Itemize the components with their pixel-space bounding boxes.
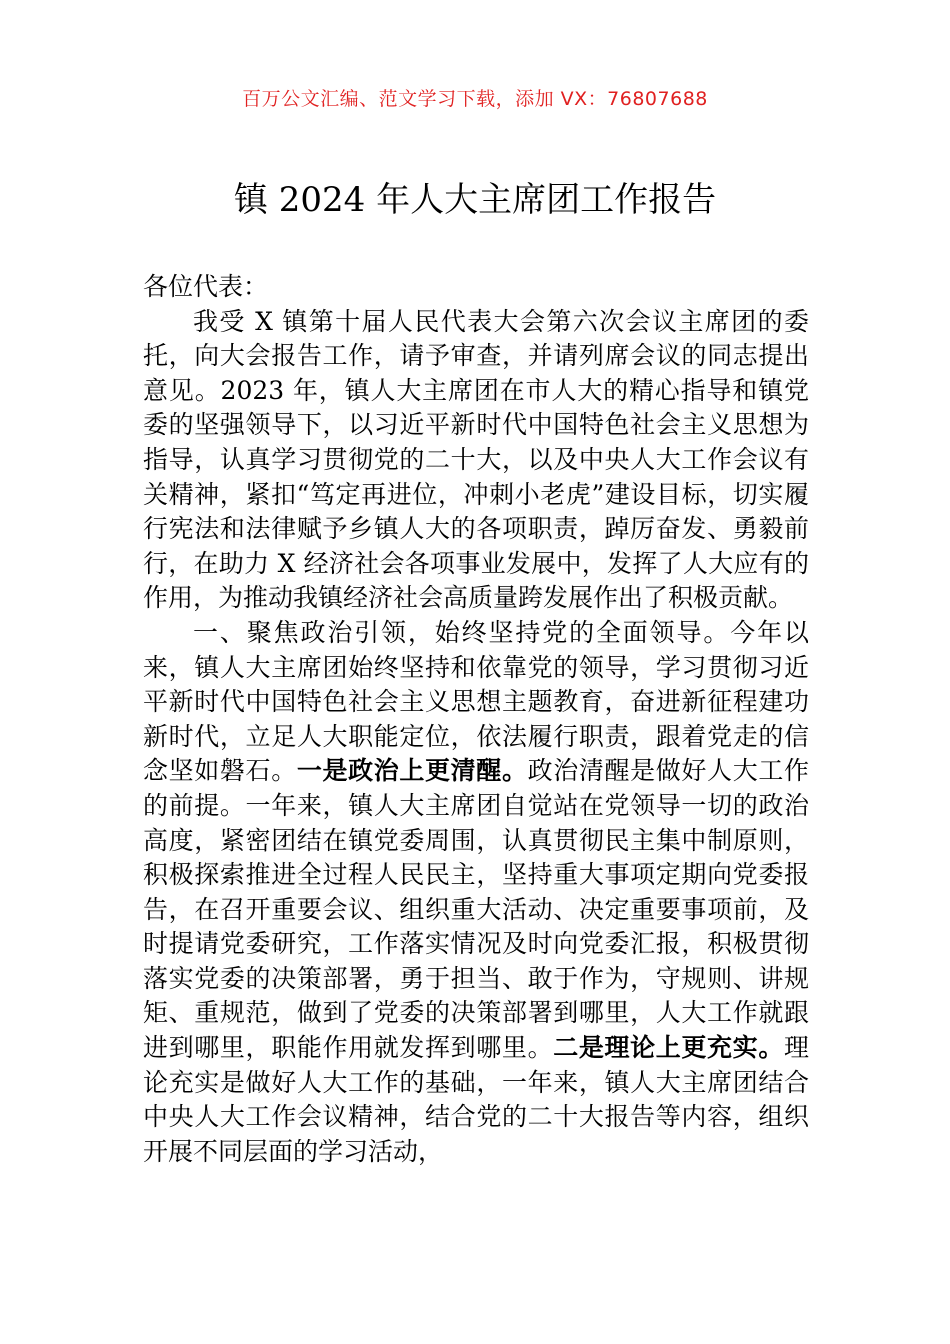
subheading-theory: 二是理论上更充实。 xyxy=(553,1033,784,1063)
document-body xyxy=(143,270,809,1169)
paragraph-section-one xyxy=(143,616,809,1170)
document-title: 镇 2024 年人大主席团工作报告 xyxy=(233,180,717,220)
paragraph-intro: 我受 X 镇第十届人民代表大会第六次会议主席团的委托，向大会报告工作，请予审查，并请列席会议的同志提出意见。2023 年，镇人大主席团在市人大的精心指导和镇党委的坚强领导下，以习近平新时代中国特色社会主义思想为指导，认真学习贯彻党的二十大，以及中央人大工作会议有关精神，紧扣“笃定再进位，冲刺小老虎”建设目标，切实履行宪法和法律赋予乡镇人大的各项职责，踔厉奋发、勇毅前行，在助力 X 经济社会各项事业发展中，发挥了人大应有的作用，为推动我镇经济社会高质量跨发展作出了积极贡献。 xyxy=(143,306,809,613)
paragraph-section-one-text-2: 政治清醒是做好人大工作的前提。一年来，镇人大主席团自觉站在党领导一切的政治高度，紧密团结在镇党委周围，认真贯彻民主集中制原则，积极探索推进全过程人民民主，坚持重大事项定期向党委报告，在召开重要会议、组织重大活动、决定重要事项前，及时提请党委研究，工作落实情况及时向党委汇报，积极贯彻落实党委的决策部署，勇于担当、敢于作为，守规则、讲规矩、重规范，做到了党委的决策部署到哪里，人大工作就跟进到哪里，职能作用就发挥到哪里。 xyxy=(143,756,809,1063)
subheading-political: 一是政治上更清醒。 xyxy=(296,756,528,786)
watermark-header-note: 百万公文汇编、范文学习下载，添加 VX：76807688 xyxy=(242,88,708,110)
paragraph-section-one-text-3: 理论充实是做好人大工作的基础，一年来，镇人大主席团结合中央人大工作会议精神，结合党的二十大报告等内容，组织开展不同层面的学习活动， xyxy=(143,1033,809,1166)
salutation: 各位代表： xyxy=(143,272,269,301)
paragraph-section-one-text-1: 一、聚焦政治引领，始终坚持党的全面领导。今年以来，镇人大主席团始终坚持和依靠党的领导，学习贯彻习近平新时代中国特色社会主义思想主题教育，奋进新征程建功新时代，立足人大职能定位，依法履行职责，跟着党走的信念坚如磐石。 xyxy=(143,617,809,786)
